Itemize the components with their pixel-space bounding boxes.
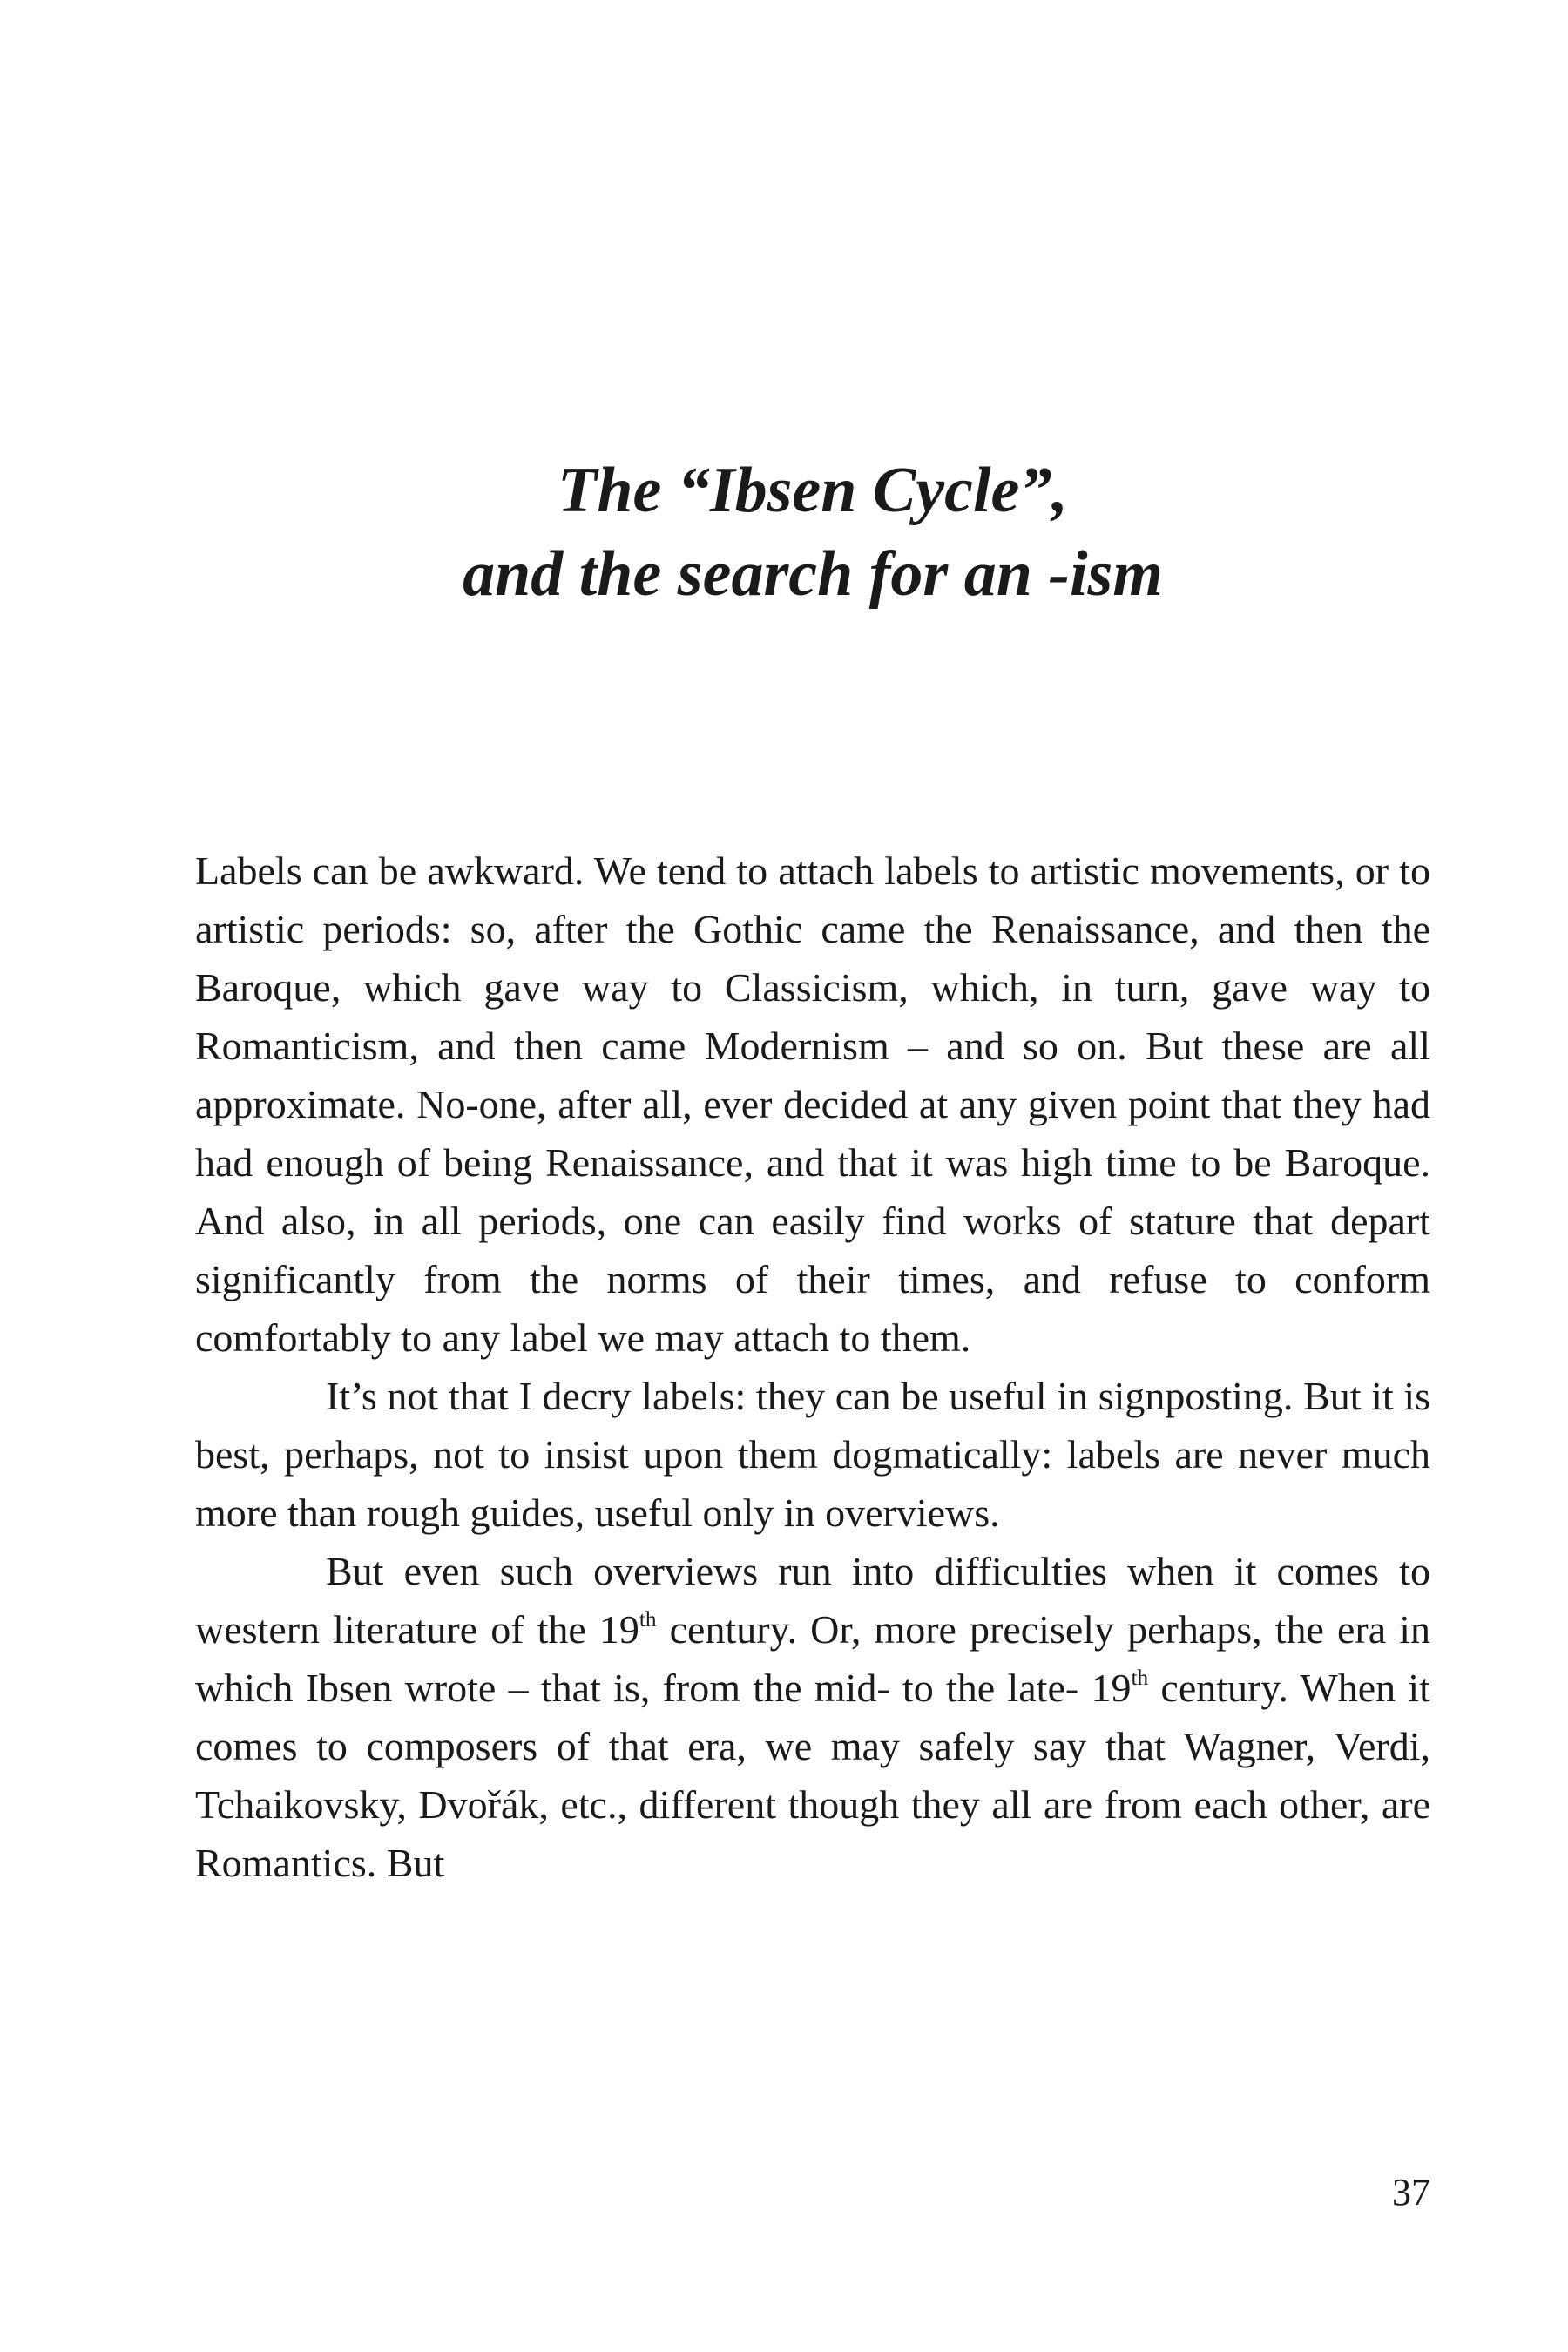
chapter-title-line-1: The “Ibsen Cycle”, (558, 455, 1068, 526)
paragraph-2: It’s not that I decry labels: they can be useful in signposting. But it is best, perhaps, not to insist upon them dogmatically: labels are never much more than rough guides, useful only in overviews. (195, 1374, 1430, 1535)
chapter-body (195, 841, 1430, 1892)
chapter-title-line-2: and the search for an -ism (463, 538, 1163, 610)
page-number: 37 (1392, 2171, 1430, 2213)
chapter-title (195, 449, 1430, 616)
paragraph-3-text-a: But even such overviews run into difficulties when it comes to western literature of the 19 (195, 1549, 1430, 1652)
paragraph-3-text-c: century. When it comes to composers of that era, we may safely say that Wagner, Verdi, Tchaikovsky, Dvořák, etc., different though they all are from each other, are Romantics. But (195, 1666, 1430, 1885)
ordinal-suffix: th (1131, 1666, 1149, 1691)
ordinal-suffix: th (639, 1607, 657, 1632)
paragraph-3-text-b: century. Or, more precisely perhaps, the era in which Ibsen wrote – that is, from the mid- to the late- 19 (195, 1607, 1431, 1710)
paragraph-1: Labels can be awkward. We tend to attach labels to artistic movements, or to artistic periods: so, after the Gothic came the Renaissance, and then the Baroque, which gave way to Classicism, which, in turn, gave way to Romanticism, and then came Modernism – and so on. But these are all approximate. No-one, after all, ever decided at any given point that they had had enough of being Renaissance, and that it was high time to be Baroque. And also, in all periods, one can easily find works of stature that depart significantly from the norms of their times, and refuse to conform comfortably to any label we may attach to them. (195, 848, 1430, 1360)
paragraph-3 (195, 1542, 1430, 1892)
